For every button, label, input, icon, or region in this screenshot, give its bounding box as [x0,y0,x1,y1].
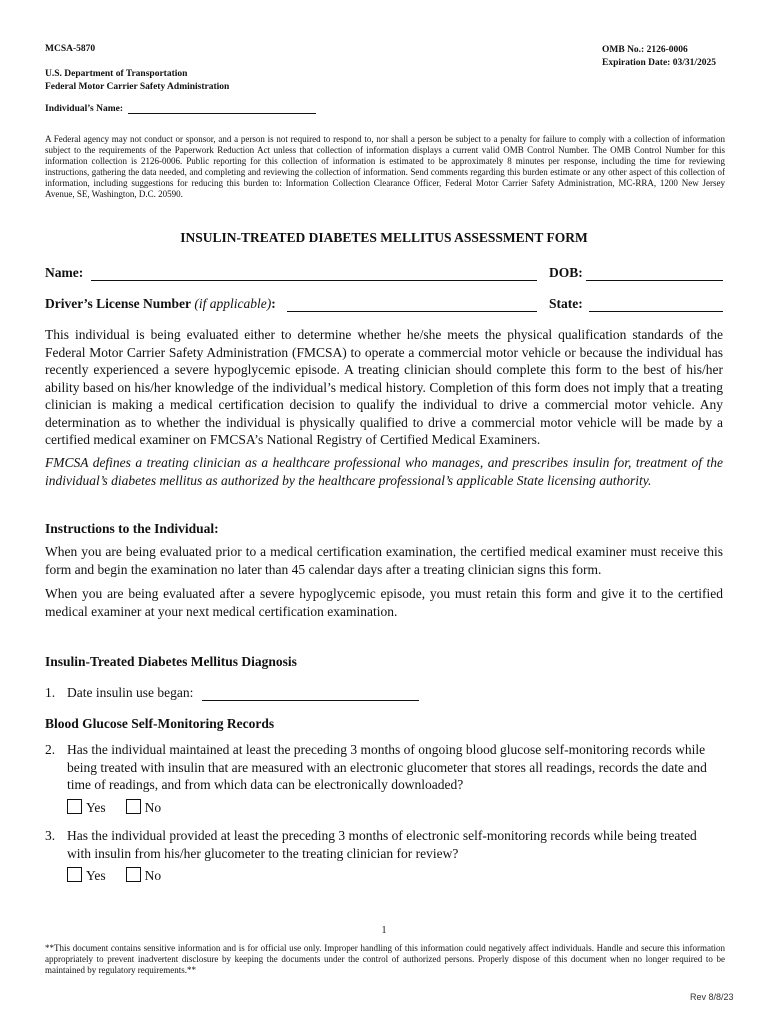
question-2-no-option[interactable] [126,799,162,816]
omb-info [602,44,716,70]
question-2-yes-option[interactable] [67,799,106,816]
question-2-options [67,799,177,817]
question-2-yes-checkbox[interactable] [67,799,82,814]
yes-label: Yes [86,800,106,815]
instructions-paragraph-2: When you are being evaluated after a severe hypoglycemic episode, you must retain this form and give it to the certified medical examiner at your next medical certification examination. [45,586,723,619]
question-3-yes-checkbox[interactable] [67,867,82,882]
individual-name-label: Individual’s Name: [45,104,124,114]
no-label: No [144,868,162,883]
state-label: State: [549,296,583,311]
name-field[interactable] [91,265,537,281]
form-title: INSULIN-TREATED DIABETES MELLITUS ASSESSMENT FORM [180,230,588,245]
agency-name: Federal Motor Carrier Safety Administration [45,81,230,92]
dob-field[interactable] [586,265,723,281]
name-label: Name: [45,265,84,280]
question-3 [45,827,723,862]
instructions-heading: Instructions to the Individual: [45,521,219,536]
monitoring-heading: Blood Glucose Self-Monitoring Records [45,716,275,731]
yes-label: Yes [86,868,106,883]
question-3-text: Has the individual provided at least the preceding 3 months of electronic self-monitoring records while being treated with insulin from his/her glucometer to the treating clinician for review? [67,828,697,861]
intro-paragraph: This individual is being evaluated either to determine whether he/she meets the physical qualification standards of the Federal Motor Carrier Safety Administration (FMCSA) to operate a commercial motor vehicle or because the individual has recently experienced a severe hypoglycemic episode. A treating clinician should complete this form to the best of his/her ability based on his/her knowledge of the individual’s medical history. Completion of this form does not imply that a treating clinician is making a medical certification decision to qualify the individual to drive a commercial motor vehicle. Any determination as to whether the individual is physically qualified to drive a commercial motor vehicle will be made by a certified medical examiner on FMCSA’s National Registry of Certified Medical Examiners. [45,327,723,447]
no-label: No [144,800,162,815]
state-field[interactable] [589,296,723,312]
question-3-no-checkbox[interactable] [126,867,141,882]
question-3-number: 3. [45,828,56,843]
dob-label: DOB: [549,265,583,280]
paperwork-burden-statement: A Federal agency may not conduct or sponsor, and a person is not required to respond to, nor shall a person be subject to a penalty for failure to comply with a collection of information subject to the requirements of the Paperwork Reduction Act unless that collection of information displays a current valid OMB Control Number. The OMB Control Number for this information collection is 2126-0006. Public reporting for this collection of information is estimated to be approximately 8 minutes per response, including the time for reviewing instructions, gathering the data needed, and completing and reviewing the collection of information. Send comments regarding this burden estimate or any other aspect of this collection of information, including suggestions for reducing this burden to: Information Collection Clearance Officer, Federal Motor Carrier Safety Administration, MC-RRA, 1200 New Jersey Avenue, SE, Washington, D.C. 20590. [45,134,725,199]
omb-number: OMB No.: 2126-0006 [602,45,688,55]
treating-clinician-definition: FMCSA defines a treating clinician as a healthcare professional who manages, and prescribes insulin for, treatment of the individual’s diabetes mellitus as authorized by the healthcare professional’s applicable State licensing authority. [45,455,723,488]
question-2-number: 2. [45,742,56,757]
license-colon: : [271,296,276,311]
license-label-row [45,295,276,313]
question-2-no-checkbox[interactable] [126,799,141,814]
license-number-field[interactable] [287,296,537,312]
diagnosis-heading: Insulin-Treated Diabetes Mellitus Diagnosis [45,654,297,669]
license-label: Driver’s License Number [45,296,191,311]
revision-date: Rev 8/8/23 [690,992,734,1002]
sensitive-info-notice: **This document contains sensitive information and is for official use only. Improper handling of this information could negatively affect individuals. Handle and secure this information appropriately to prevent inadvertent disclosure by keeping the documents under the control of authorized persons. Properly dispose of this document when no longer required to be maintained by regulatory requirements.** [45,943,725,975]
question-2 [45,741,723,794]
question-1-number: 1. [45,685,56,700]
question-3-no-option[interactable] [126,867,162,884]
page-number: 1 [381,925,387,936]
question-2-text: Has the individual maintained at least the preceding 3 months of ongoing blood glucose self-monitoring records while being treated with insulin that are measured with an electronic glucometer that stores all readings, records the date and time of readings, and from which data can be electronically downloaded? [67,742,707,792]
instructions-paragraph-1: When you are being evaluated prior to a medical certification examination, the certified medical examiner must receive this form and begin the examination no later than 45 calendar days after a treating clinician signs this form. [45,544,723,577]
individual-name-row [45,102,316,114]
department-name: U.S. Department of Transportation [45,69,188,79]
question-3-options [67,867,177,885]
expiration-date: Expiration Date: 03/31/2025 [602,58,716,68]
license-qualifier: (if applicable) [194,296,272,311]
question-3-yes-option[interactable] [67,867,106,884]
insulin-start-date-field[interactable] [202,685,419,701]
form-id: MCSA-5870 [45,44,96,54]
agency-block [45,68,229,93]
individual-name-field[interactable] [128,102,316,114]
question-1-text: Date insulin use began: [67,685,194,700]
